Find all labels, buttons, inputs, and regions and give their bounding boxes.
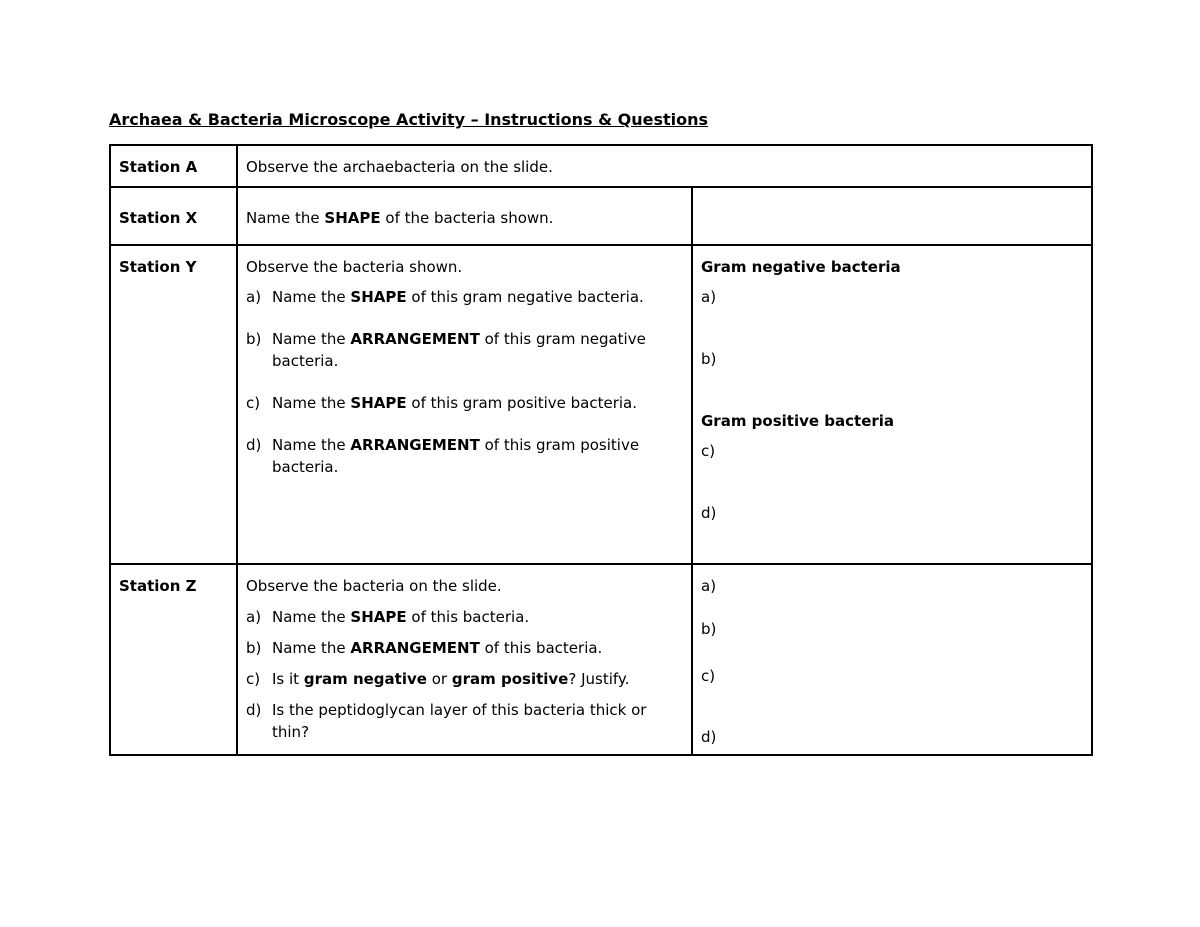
keyword: ARRANGEMENT (350, 639, 480, 657)
question-text: Name the (246, 209, 320, 227)
station-z-answer-box[interactable] (692, 564, 1092, 755)
list-item: d) Is the peptidoglycan layer of this bacteria thick or thin? (246, 701, 647, 741)
list-item: a) Name the SHAPE of this bacteria. (246, 608, 530, 626)
station-y-label: Station Y (110, 245, 237, 564)
question-text: of the bacteria shown. (385, 209, 554, 227)
row-station-a (110, 145, 1092, 187)
list-item: d) Name the ARRANGEMENT of this gram positive bacteria. (246, 436, 640, 476)
station-y-questions (237, 245, 692, 564)
list-item: a) Name the SHAPE of this gram negative bacteria. (246, 288, 644, 306)
list-item: c) Is it gram negative or gram positive? Justify. (246, 670, 630, 688)
list-item: b) Name the ARRANGEMENT of this gram negative bacteria. (246, 330, 646, 370)
answer-letter: c) (701, 442, 716, 460)
keyword: SHAPE (350, 608, 407, 626)
answer-letter: c) (701, 667, 716, 685)
item-letter: b) (246, 639, 262, 657)
item-letter: a) (246, 288, 262, 306)
row-station-z (110, 564, 1092, 755)
keyword: ARRANGEMENT (350, 330, 480, 348)
keyword: SHAPE (350, 394, 407, 412)
row-station-x (110, 187, 1092, 245)
row-station-y (110, 245, 1092, 564)
station-y-answer-box[interactable] (692, 245, 1092, 564)
station-x-label: Station X (110, 187, 237, 245)
answer-letter: b) (701, 620, 717, 638)
item-letter: d) (246, 701, 262, 719)
item-letter: a) (246, 608, 262, 626)
station-a-label: Station A (110, 145, 237, 187)
answer-heading-gram-positive: Gram positive bacteria (701, 412, 895, 430)
item-letter: d) (246, 436, 262, 454)
keyword: SHAPE (324, 209, 381, 227)
answer-heading-gram-negative: Gram negative bacteria (701, 258, 901, 276)
list-item: c) Name the SHAPE of this gram positive bacteria. (246, 394, 638, 412)
question-list (246, 286, 683, 478)
keyword: gram negative (303, 670, 427, 688)
question-list (246, 606, 683, 743)
answer-letter: d) (701, 504, 717, 522)
station-x-question (237, 187, 692, 245)
station-z-label: Station Z (110, 564, 237, 755)
activity-table (109, 144, 1093, 756)
station-a-instruction: Observe the archaebacteria on the slide. (237, 145, 1092, 187)
item-letter: c) (246, 394, 261, 412)
answer-letter: d) (701, 728, 717, 746)
answer-letter: a) (701, 288, 717, 306)
keyword: ARRANGEMENT (350, 436, 480, 454)
answer-letter: b) (701, 350, 717, 368)
item-letter: c) (246, 670, 261, 688)
keyword: SHAPE (350, 288, 407, 306)
item-letter: b) (246, 330, 262, 348)
answer-letter: a) (701, 577, 717, 595)
page-title: Archaea & Bacteria Microscope Activity – Instructions & Questions (109, 110, 709, 129)
station-z-intro: Observe the bacteria on the slide. (246, 577, 502, 595)
station-z-questions (237, 564, 692, 755)
station-x-answer-box[interactable] (692, 187, 1092, 245)
station-y-intro: Observe the bacteria shown. (246, 258, 463, 276)
keyword: gram positive (451, 670, 569, 688)
list-item: b) Name the ARRANGEMENT of this bacteria. (246, 639, 603, 657)
